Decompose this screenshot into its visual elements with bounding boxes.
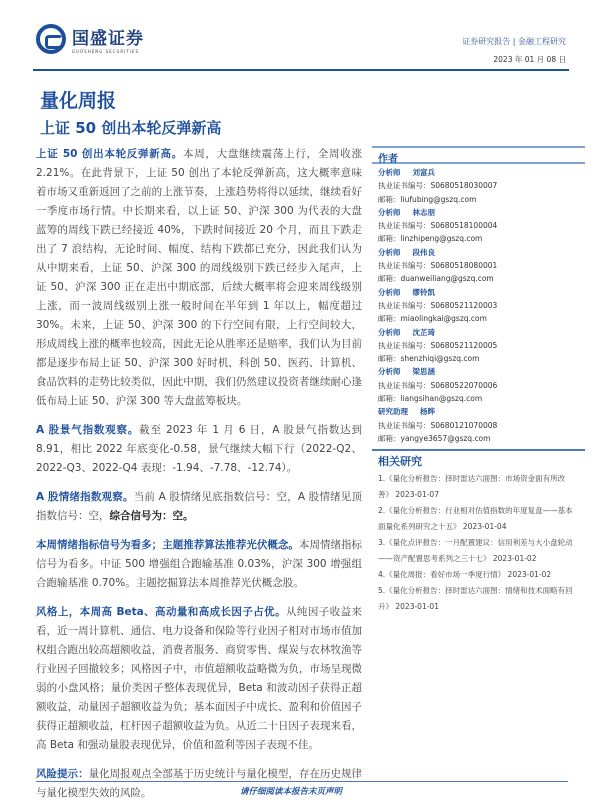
cert-label: 执业证书编号： (378, 181, 431, 191)
related-report[interactable] (378, 567, 579, 583)
summary-paragraph (36, 421, 362, 478)
author-name: 林志朋 (412, 207, 435, 217)
email-label: 邮箱： (378, 194, 401, 204)
author-name: 段伟良 (412, 247, 435, 257)
paragraph-lead: 本周情绪指标信号为看多；主题推荐算法推荐光伏概念。 (36, 539, 299, 551)
author-cert: S0680518100004 (430, 221, 498, 231)
author-cert: S0680521120005 (430, 340, 498, 350)
author-name-row (378, 326, 579, 339)
summary-paragraph (36, 603, 362, 755)
logo-icon (36, 24, 66, 54)
author-name: 沈芷琦 (412, 327, 435, 337)
author-name-row (378, 206, 579, 219)
email-label: 邮箱： (378, 394, 401, 404)
logo-name: 国盛证券 (72, 29, 144, 49)
header-divider (33, 69, 569, 71)
author-role: 分析师 (378, 168, 401, 177)
related-report-date: 2023-01-02 (492, 554, 537, 564)
author-name: 梁思涵 (412, 367, 435, 377)
footer-divider (36, 781, 568, 782)
footer-disclaimer: 请仔细阅读本报告末页声明 (240, 787, 343, 797)
author-name-row (378, 405, 579, 418)
author-role: 研究助理 (378, 407, 408, 417)
cert-label: 执业证书编号： (378, 261, 431, 271)
paragraph-lead: A 股景气指数观察。 (36, 424, 140, 436)
author-role: 分析师 (378, 247, 401, 257)
paragraph-text: 本周，大盘继续震荡上行，全周收涨 2.21%。在此背景下，上证 50 创出了本轮反弹新高，这大概率意味着市场又重新返回了之前的上涨节奏，上涨趋势将得以延续，继续看好一季度市场行情。中长期来看，以上证 50、沪深 300 为代表的大盘蓝筹的周线下跌已经接近 40%，下跌时间接近 20 个月，而且下跌走出了 7 浪结构，无论时间、幅度、结构下跌都已充分，因此我们认为从中期来看，上证 50、沪深 300 的周线级别下跌已经步入尾声，上证 50、沪深 300 正在走出中期底部，后续大概率将会迎来周线级别上涨，而一波周线级别上涨一般时间在半年到 1 年以上，幅度超过 30%。未来，上证 50、沪深 300 的下行空间有限，上行空间较大，形成周线上涨的概率也较高，因此无论从胜率还是赔率，我们认为目前都是逐步布局上证 50、沪深 300 好时机，科创 50、医药、计算机、食品饮料的走势比较类似，因此中期，我们仍然建议投资者继续耐心逢低布局上证 50、沪深 300 等大盘蓝筹板块。 (36, 148, 362, 407)
author-email[interactable]: duanweiliang@gszq.com (400, 274, 494, 284)
related-report-title: 2.《量化分析报告：行业相对估值指数的年度复盘——基本面量化系列研究之十五》 (378, 506, 573, 532)
author-cert: S0680121070008 (430, 420, 498, 430)
email-label: 邮箱： (378, 354, 401, 364)
cert-label: 执业证书编号： (378, 380, 431, 390)
author-name: 刘富兵 (412, 168, 435, 177)
author-name: 缪铃凯 (412, 287, 435, 297)
author-role: 分析师 (378, 207, 401, 217)
related-report-title: 4.《量化周报：看好市场一季度行情》 (378, 570, 506, 580)
cert-label: 执业证书编号： (378, 420, 431, 430)
author-role: 分析师 (378, 367, 401, 377)
related-report-date: 2023-01-01 (395, 602, 439, 612)
author-name: 杨晔 (420, 407, 435, 417)
related-report-title: 3.《量化点评报告：一月配置建议：信用利差与大小盘轮动——资产配置思考系列之三十七》 (378, 538, 573, 564)
document-type: 量化周报 (40, 90, 117, 112)
paragraph-lead: 风险提示： (36, 768, 89, 780)
related-report-date: 2023-01-02 (507, 570, 552, 580)
author-email-row (378, 432, 579, 445)
paragraph-lead: 上证 50 创出本轮反弹新高。 (36, 148, 183, 160)
author-email-row (378, 232, 579, 245)
related-research-heading: 相关研究 (372, 449, 585, 467)
paragraph-lead: A 股情绪指数观察。 (36, 491, 134, 503)
paragraph-text: 本周情绪指标信号为看多。中证 500 增强组合跑输基准 0.03%，沪深 300 增强组合跑输基准 0.70%。主题挖掘算法本周推荐光伏概念股。 (36, 539, 363, 589)
email-label: 邮箱： (378, 274, 401, 284)
author-role: 分析师 (378, 327, 401, 337)
paragraph-text: 当前 A 股情绪见底指数信号：空，A 股情绪见顶指数信号：空， (36, 491, 362, 522)
author-cert-row (378, 339, 579, 352)
paragraph-text: 量化周报观点全部基于历史统计与量化模型，存在历史规律与量化模型失效的风险。 (36, 768, 363, 799)
author-cert-row (378, 299, 579, 312)
author-email[interactable]: linzhipeng@gszq.com (400, 234, 483, 244)
author-email[interactable]: liufubing@gszq.com (400, 194, 477, 204)
page-title: 上证 50 创出本轮反弹新高 (40, 119, 222, 137)
author-name-row (378, 246, 579, 259)
author-cert: S0680522070006 (430, 380, 498, 390)
summary-paragraph (36, 488, 362, 526)
author-name-row (378, 365, 579, 378)
cert-label: 执业证书编号： (378, 221, 431, 231)
authors-list (372, 164, 585, 445)
related-report-title: 5.《量化分析报告：择时雷达六面图：情绪和技术面略有回升》 (378, 586, 573, 612)
company-logo (36, 24, 144, 54)
summary-body (36, 145, 362, 811)
author-cert-row (378, 219, 579, 232)
author-email-row (378, 312, 579, 325)
summary-paragraph (36, 145, 362, 411)
author-cert-row (378, 419, 579, 432)
paragraph-text: 截至 2023 年 1 月 6 日，A 股景气指数达到 8.91，相比 2022 年底变化-0.58，景气继续大幅下行（2022-Q2、2022-Q3、2022-Q4 表现：-1.94、-7.78、-12.74）。 (36, 424, 362, 474)
author-cert: S0680518080001 (430, 261, 498, 271)
summary-paragraph (36, 765, 362, 803)
author-email[interactable]: miaolingkai@gszq.com (400, 314, 487, 324)
paragraph-text: 从纯因子收益来看，近一周计算机、通信、电力设备和保险等行业因子相对市场市值加权组合跑出较高超额收益，消费者服务、商贸零售、煤炭与农林牧渔等行业因子回撤较多；风格因子中，市值超额收益略微为负，市场呈现微弱的小盘风格；量价类因子整体表现优异，Beta 和波动因子获得正超额收益，动量因子超额收益为负；基本面因子中成长、盈利和价值因子获得正超额收益，杠杆因子超额收益为负。从近二十日因子表现来看，高 Beta 和强动量股表现优异，价值和盈利等因子表现不佳。 (36, 606, 363, 751)
related-research-list (372, 467, 585, 619)
cert-label: 执业证书编号： (378, 340, 431, 350)
author-email-row (378, 193, 579, 206)
related-report[interactable] (378, 583, 579, 615)
related-report[interactable] (378, 535, 579, 567)
paragraph-lead: 风格上，本周高 Beta、高动量和高成长因子占优。 (36, 606, 287, 618)
report-category: 证券研究报告 | 金融工程研究 (462, 37, 566, 46)
related-report[interactable] (378, 503, 579, 535)
sidebar (372, 146, 585, 619)
author-cert-row (378, 179, 579, 192)
author-role: 分析师 (378, 287, 401, 297)
email-label: 邮箱： (378, 314, 401, 324)
report-date: 2023 年 01 月 08 日 (493, 55, 566, 64)
email-label: 邮箱： (378, 433, 401, 443)
author-email[interactable]: liangsihan@gszq.com (400, 394, 483, 404)
author-cert-row (378, 379, 579, 392)
author-email[interactable]: yangye3657@gszq.com (400, 433, 491, 443)
cert-label: 执业证书编号： (378, 300, 431, 310)
author-email-row (378, 272, 579, 285)
logo-english-name: GUOSHENG SECURITIES (72, 49, 140, 54)
email-label: 邮箱： (378, 234, 401, 244)
header-info (462, 33, 566, 69)
related-report-date: 2023-01-04 (462, 522, 507, 532)
related-report[interactable] (378, 471, 579, 503)
paragraph-emphasis: 综合信号为：空。 (109, 510, 194, 522)
author-name-row (378, 286, 579, 299)
authors-heading: 作者 (372, 146, 585, 164)
author-name-row (378, 166, 579, 179)
author-email-row (378, 392, 579, 405)
author-cert: S0680521120003 (430, 300, 498, 310)
author-cert: S0680518030007 (430, 181, 498, 191)
author-cert-row (378, 259, 579, 272)
related-report-date: 2023-01-07 (395, 490, 439, 500)
summary-paragraph (36, 536, 362, 593)
related-report-title: 1.《量化分析报告：择时雷达六面图：市场资金面有所改善》 (378, 474, 566, 500)
author-email-row (378, 352, 579, 365)
author-email[interactable]: shenzhiqi@gszq.com (400, 354, 480, 364)
